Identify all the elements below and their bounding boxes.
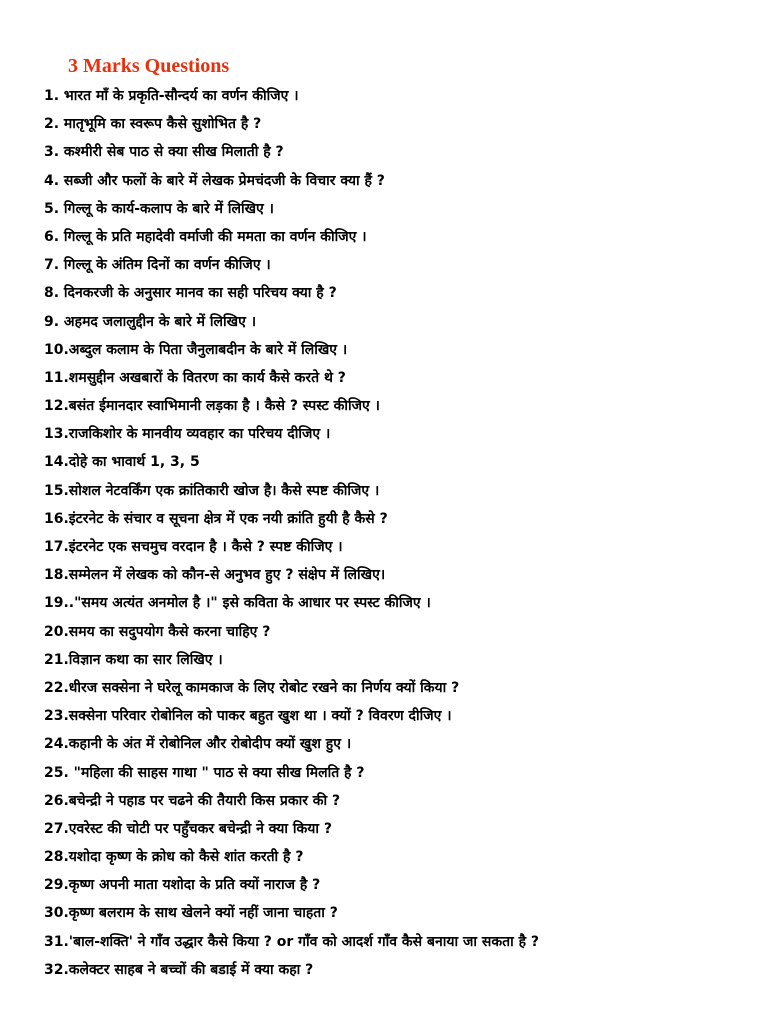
question-item: 25. "महिला की साहस गाथा " पाठ से क्या सीख मिलति है ? <box>44 764 365 781</box>
question-item: 8. दिनकरजी के अनुसार मानव का सही परिचय क्या है ? <box>44 285 337 302</box>
question-item: 11.शमसुद्दीन अखबारों के वितरण का कार्य कैसे करते थे ? <box>44 369 346 386</box>
question-item: 31.'बाल-शक्ति' ने गाँव उद्धार कैसे किया ? or गाँव को आदर्श गाँव कैसे बनाया जा सकता है ? <box>44 933 540 950</box>
question-item: 4. सब्जी और फलों के बारे में लेखक प्रेमचंदजी के विचार क्या हैं ? <box>44 172 385 189</box>
question-item: 14.दोहे का भावार्थ 1, 3, 5 <box>44 454 200 471</box>
question-item: 9. अहमद जलालुद्दीन के बारे में लिखिए । <box>44 313 256 330</box>
question-item: 7. गिल्लू के अंतिम दिनों का वर्णन कीजिए । <box>44 257 271 274</box>
question-item: 18.सम्मेलन में लेखक को कौन-से अनुभव हुए ? संक्षेप में लिखिए। <box>44 567 386 584</box>
question-item: 32.कलेक्टर साहब ने बच्चों की बडाई में क्या कहा ? <box>44 961 314 978</box>
question-item: 6. गिल्लू के प्रति महादेवी वर्माजी की ममता का वर्णन कीजिए । <box>44 228 367 245</box>
section-heading: 3 Marks Questions <box>68 55 230 77</box>
question-item: 5. गिल्लू के कार्य-कलाप के बारे में लिखिए । <box>44 200 274 217</box>
question-item: 13.राजकिशोर के मानवीय व्यवहार का परिचय दीजिए । <box>44 426 331 443</box>
question-item: 26.बचेन्द्री ने पहाड पर चढने की तैयारी किस प्रकार की ? <box>44 792 341 809</box>
question-item: 28.यशोदा कृष्ण के क्रोध को कैसे शांत करती है ? <box>44 849 304 866</box>
question-item: 2. मातृभूमि का स्वरूप कैसे सुशोभित है ? <box>44 116 262 133</box>
question-item: 1. भारत माँ के प्रकृति-सौन्दर्य का वर्णन कीजिए । <box>44 88 299 104</box>
question-item: 10.अब्दुल कलाम के पिता जैनुलाबदीन के बारे में लिखिए । <box>44 341 348 358</box>
question-item: 27.एवरेस्ट की चोटी पर पहुँचकर बचेन्द्री ने क्या किया ? <box>44 820 332 837</box>
question-list <box>44 82 744 984</box>
question-item: 29.कृष्ण अपनी माता यशोदा के प्रति क्यों नाराज है ? <box>44 877 321 894</box>
question-item: 12.बसंत ईमानदार स्वाभिमानी लड़का है । कैसे ? स्पस्ट कीजिए । <box>44 398 380 415</box>
question-item: 22.धीरज सक्सेना ने घरेलू कामकाज के लिए रोबोट रखने का निर्णय क्यों किया ? <box>44 679 460 696</box>
question-item: 21.विज्ञान कथा का सार लिखिए । <box>44 651 223 668</box>
question-item: 19.."समय अत्यंत अनमोल है ।" इसे कविता के आधार पर स्पस्ट कीजिए । <box>44 595 431 612</box>
question-item: 15.सोशल नेटवर्किंग एक क्रांतिकारी खोज है। कैसे स्पष्ट कीजिए । <box>44 482 380 499</box>
question-item: 30.कृष्ण बलराम के साथ खेलने क्यों नहीं जाना चाहता ? <box>44 905 338 922</box>
question-item: 23.सक्सेना परिवार रोबोनिल को पाकर बहुत खुश था । क्यों ? विवरण दीजिए । <box>44 708 452 725</box>
question-item: 17.इंटरनेट एक सचमुच वरदान है । कैसे ? स्पष्ट कीजिए । <box>44 539 343 555</box>
question-item: 20.समय का सदुपयोग कैसे करना चाहिए ? <box>44 623 271 640</box>
question-item: 3. कश्मीरी सेब पाठ से क्या सीख मिलाती है ? <box>44 144 284 161</box>
question-item: 24.कहानी के अंत में रोबोनिल और रोबोदीप क्यों खुश हुए । <box>44 736 352 753</box>
question-item: 16.इंटरनेट के संचार व सूचना क्षेत्र में एक नयी क्रांति हुयी है कैसे ? <box>44 510 388 527</box>
